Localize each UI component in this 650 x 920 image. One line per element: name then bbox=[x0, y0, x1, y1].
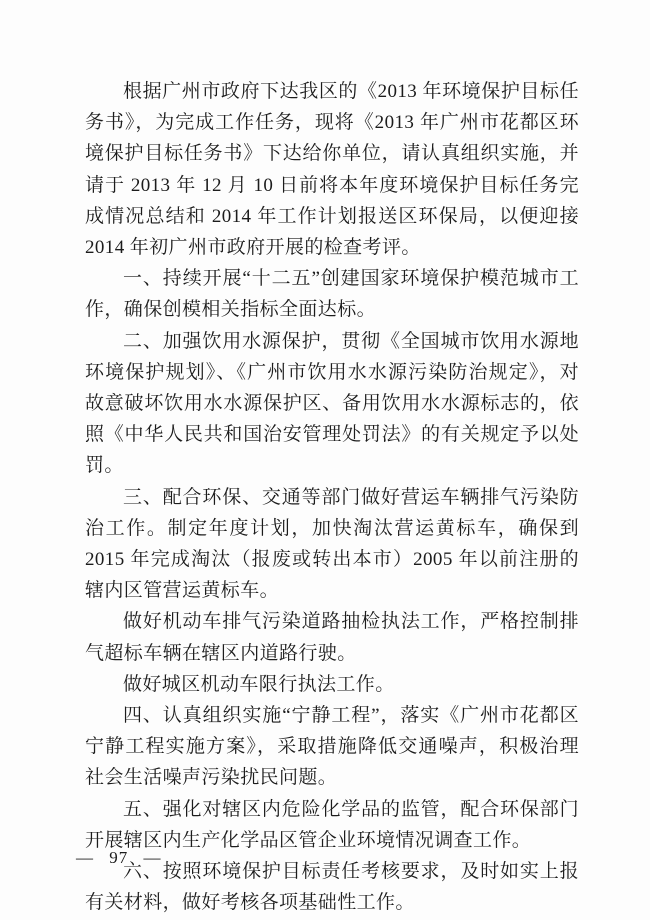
page-footer bbox=[76, 848, 162, 868]
paragraph-item-4: 四、认真组织实施“宁静工程”，落实《广州市花都区宁静工程实施方案》，采取措施降低交通噪声，积极治理社会生活噪声污染扰民问题。 bbox=[85, 705, 579, 789]
paragraph-item-2: 二、加强饮用水源保护，贯彻《全国城市饮用水源地环境保护规划》、《广州市饮用水水源污染防治规定》，对故意破坏饮用水水源保护区、备用饮用水水源标志的，依照《中华人民共和国治安管理处罚法》的有关规定予以处罚。 bbox=[85, 330, 579, 477]
paragraph-item-5: 五、强化对辖区内危险化学品的监管，配合环保部门开展辖区内生产化学品区管企业环境情况调查工作。 bbox=[85, 798, 579, 851]
page-number: — 97 — bbox=[76, 848, 162, 867]
paragraph-item-1: 一、持续开展“十二五”创建国家环境保护模范城市工作，确保创模相关指标全面达标。 bbox=[85, 268, 579, 321]
paragraph-item-3-sub-2: 做好城区机动车限行执法工作。 bbox=[123, 673, 395, 695]
document-body bbox=[85, 76, 579, 918]
paragraph-item-6: 六、按照环境保护目标责任考核要求，及时如实上报有关材料，做好考核各项基础性工作。 bbox=[85, 861, 579, 914]
paragraph-item-3: 三、配合环保、交通等部门做好营运车辆排气污染防治工作。制定年度计划，加快淘汰营运黄标车，确保到 2015 年完成淘汰（报废或转出本市）2005 年以前注册的辖内区管营运黄标车。 bbox=[85, 486, 579, 602]
paragraph-intro: 根据广州市政府下达我区的《2013 年环境保护目标任务书》，为完成工作任务，现将《2013 年广州市花都区环境保护目标任务书》下达给你单位，请认真组织实施，并请于 2013 年 12 月 10 日前将本年度环境保护目标任务完成情况总结和 2014 年工作计划报送区环保局，以便迎接 2014 年初广州市政府开展的检查考评。 bbox=[85, 81, 579, 259]
paragraph-item-3-sub-1: 做好机动车排气污染道路抽检执法工作，严格控制排气超标车辆在辖区内道路行驶。 bbox=[85, 611, 579, 664]
